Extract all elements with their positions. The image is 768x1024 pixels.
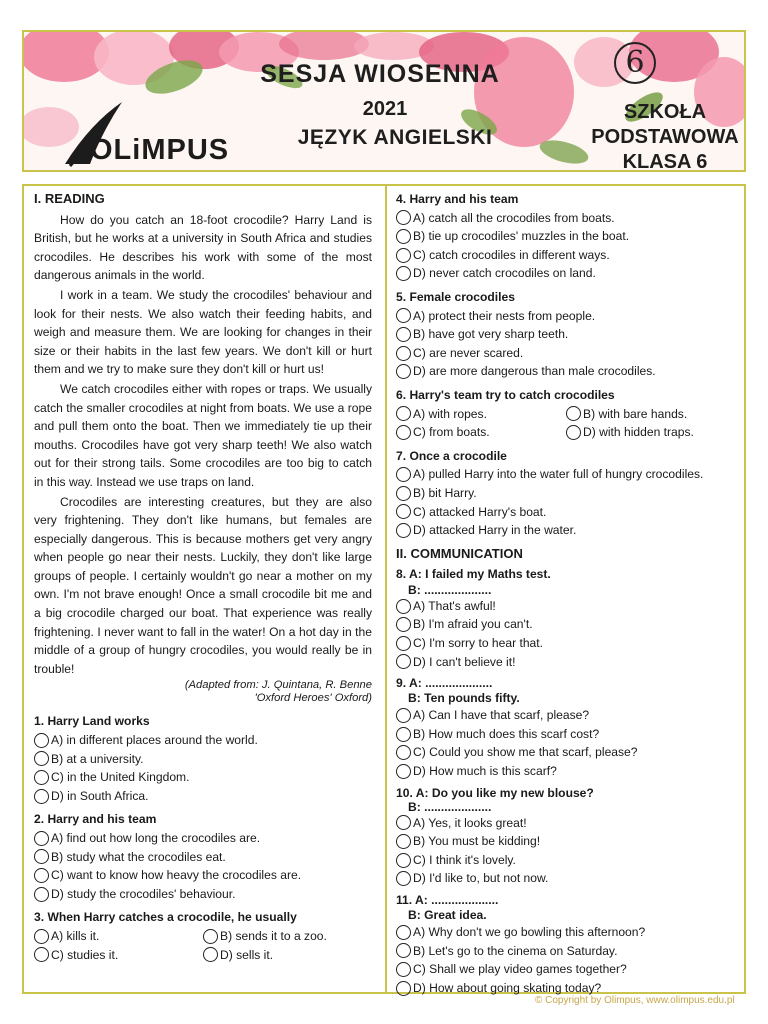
- radio-circle-icon[interactable]: [34, 947, 49, 962]
- answer-option[interactable]: C) Shall we play video games together?: [396, 960, 736, 979]
- dialogue-line-b: B: Ten pounds fifty.: [408, 691, 520, 706]
- session-year: 2021: [362, 98, 408, 120]
- radio-circle-icon[interactable]: [396, 853, 411, 868]
- copyright-footer: © Copyright by Olimpus, www.olimpus.edu.pl: [535, 995, 735, 1006]
- answer-option[interactable]: C) from boats.: [396, 423, 566, 442]
- radio-circle-icon[interactable]: [396, 617, 411, 632]
- answer-option[interactable]: A) Why don't we go bowling this afternoon?: [396, 923, 736, 942]
- dialogue-line-a: 10. A: Do you like my new blouse?: [396, 785, 594, 800]
- answer-option[interactable]: D) are more dangerous than male crocodiles.: [396, 362, 736, 381]
- right-column: [396, 190, 736, 997]
- answer-option[interactable]: D) with hidden traps.: [566, 423, 736, 442]
- answer-option[interactable]: D) attacked Harry in the water.: [396, 521, 736, 540]
- radio-circle-icon[interactable]: [34, 751, 49, 766]
- answer-option[interactable]: B) How much does this scarf cost?: [396, 725, 736, 744]
- radio-circle-icon[interactable]: [566, 406, 581, 421]
- answer-option[interactable]: B) tie up crocodiles' muzzles in the boat.: [396, 227, 736, 246]
- question-5: [396, 288, 736, 381]
- answer-option[interactable]: C) attacked Harry's boat.: [396, 503, 736, 522]
- answer-option[interactable]: D) How about going skating today?: [396, 979, 736, 998]
- answer-option[interactable]: B) I'm afraid you can't.: [396, 615, 736, 634]
- answer-option[interactable]: A) find out how long the crocodiles are.: [34, 829, 372, 848]
- radio-circle-icon[interactable]: [396, 745, 411, 760]
- answer-option[interactable]: C) I think it's lovely.: [396, 851, 736, 870]
- answer-option[interactable]: B) sends it to a zoo.: [203, 927, 372, 946]
- answer-option[interactable]: A) catch all the crocodiles from boats.: [396, 209, 736, 228]
- answer-option[interactable]: D) I can't believe it!: [396, 653, 736, 672]
- answer-option[interactable]: A) kills it.: [34, 927, 203, 946]
- radio-circle-icon[interactable]: [203, 947, 218, 962]
- radio-circle-icon[interactable]: [396, 504, 411, 519]
- reading-heading: I. READING: [34, 191, 105, 206]
- question-2: [34, 810, 372, 903]
- radio-circle-icon[interactable]: [396, 327, 411, 342]
- answer-option[interactable]: A) protect their nests from people.: [396, 307, 736, 326]
- question-text: 7. Once a crocodile: [396, 448, 507, 463]
- reading-paragraph: Crocodiles are interesting creatures, but they are also very frightening. They don't like humans, but females are especially dangerous. This is because mothers get very angry when people go near their nests. Luckily, they don't like large groups of people. I certainly wouldn't go near a mother on my own. I'm not brave enough! Once a small crocodile bit me and a big crocodile charged our boat. That experience was really frightening. I never want to fall in the water! On a hot day in the middle of a group of hungry crocodiles, you would really be in trouble!: [34, 494, 372, 676]
- question-text: 3. When Harry catches a crocodile, he usually: [34, 910, 297, 925]
- question-text: 2. Harry and his team: [34, 812, 157, 827]
- answer-option[interactable]: A) That's awful!: [396, 597, 736, 616]
- question-7: [396, 447, 736, 540]
- radio-circle-icon[interactable]: [396, 467, 411, 482]
- dialogue-line-a: 11. A: ....................: [396, 893, 499, 907]
- answer-option[interactable]: C) want to know how heavy the crocodiles are.: [34, 866, 372, 885]
- dialogue-line-a: 9. A: ....................: [396, 676, 493, 691]
- radio-circle-icon[interactable]: [34, 929, 49, 944]
- radio-circle-icon[interactable]: [396, 764, 411, 779]
- answer-option[interactable]: D) in South Africa.: [34, 787, 372, 806]
- answer-option[interactable]: A) with ropes.: [396, 405, 566, 424]
- dialogue-9: [396, 676, 736, 780]
- source-citation: (Adapted from: J. Quintana, R. Benne 'Oxford Heroes' Oxford): [184, 679, 372, 705]
- question-text: 4. Harry and his team: [396, 192, 519, 206]
- radio-circle-icon[interactable]: [396, 981, 411, 996]
- school-level: SZKOŁA PODSTAWOWA KLASA 6: [591, 101, 739, 173]
- reading-paragraph: I work in a team. We study the crocodiles' behaviour and look for their nests. We also watch their feeding habits, and weigh and measure them. We are looking for changes in their size or their habits in the last few years. We don't kill or hurt them and we try to make sure they don't kill or hurt us!: [34, 287, 372, 377]
- question-text: 1. Harry Land works: [34, 714, 150, 729]
- dialogue-line-b: B: ....................: [408, 582, 492, 597]
- dialogue-line-a: 8. A: I failed my Maths test.: [396, 567, 551, 582]
- question-text: 6. Harry's team try to catch crocodiles: [396, 387, 615, 402]
- answer-option[interactable]: A) in different places around the world.: [34, 731, 372, 750]
- radio-circle-icon[interactable]: [34, 831, 49, 846]
- radio-circle-icon[interactable]: [34, 789, 49, 804]
- radio-circle-icon[interactable]: [396, 962, 411, 977]
- radio-circle-icon[interactable]: [396, 834, 411, 849]
- answer-option[interactable]: C) are never scared.: [396, 344, 736, 363]
- question-text: 5. Female crocodiles: [396, 289, 515, 304]
- radio-circle-icon[interactable]: [396, 229, 411, 244]
- dialogue-line-b: B: Great idea.: [408, 908, 487, 922]
- radio-circle-icon[interactable]: [34, 733, 49, 748]
- dialogue-10: [396, 786, 736, 888]
- answer-option[interactable]: D) never catch crocodiles on land.: [396, 264, 736, 283]
- radio-circle-icon[interactable]: [396, 943, 411, 958]
- subject-title: JĘZYK ANGIELSKI: [297, 126, 493, 149]
- answer-option[interactable]: A) Yes, it looks great!: [396, 814, 736, 833]
- answer-option[interactable]: B) bit Harry.: [396, 484, 736, 503]
- answer-option[interactable]: C) Could you show me that scarf, please?: [396, 743, 736, 762]
- radio-circle-icon[interactable]: [396, 727, 411, 742]
- radio-circle-icon[interactable]: [396, 871, 411, 886]
- communication-heading: II. COMMUNICATION: [396, 545, 523, 561]
- answer-option[interactable]: B) You must be kidding!: [396, 832, 736, 851]
- answer-option[interactable]: C) studies it.: [34, 946, 203, 965]
- radio-circle-icon[interactable]: [396, 346, 411, 361]
- answer-option[interactable]: D) How much is this scarf?: [396, 762, 736, 781]
- reading-paragraph: We catch crocodiles either with ropes or traps. We usually catch the smaller crocodiles at night from boats. We use a rope and pull them onto the boat. Then we immediately tie up their mouths. Crocodiles have got very sharp teeth! We also watch out for their strong tails. Some crocodiles are too big to catch in this way. Instead we use traps on land.: [34, 381, 372, 489]
- answer-option[interactable]: B) with bare hands.: [566, 405, 736, 424]
- olimpus-logo: OLiMPUS: [60, 94, 270, 172]
- radio-circle-icon[interactable]: [396, 486, 411, 501]
- radio-circle-icon[interactable]: [396, 708, 411, 723]
- radio-circle-icon[interactable]: [396, 925, 411, 940]
- radio-circle-icon[interactable]: [396, 636, 411, 651]
- question-6: [396, 386, 736, 442]
- radio-circle-icon[interactable]: [566, 425, 581, 440]
- radio-circle-icon[interactable]: [203, 929, 218, 944]
- radio-circle-icon[interactable]: [396, 425, 411, 440]
- question-3: [34, 908, 372, 964]
- radio-circle-icon[interactable]: [396, 364, 411, 379]
- answer-option[interactable]: B) have got very sharp teeth.: [396, 325, 736, 344]
- radio-circle-icon[interactable]: [396, 210, 411, 225]
- radio-circle-icon[interactable]: [34, 887, 49, 902]
- answer-option[interactable]: A) pulled Harry into the water full of hungry crocodiles.: [396, 465, 736, 484]
- left-column: [34, 190, 372, 964]
- radio-circle-icon[interactable]: [34, 868, 49, 883]
- dialogue-11: [396, 893, 736, 997]
- dialogue-8: [396, 565, 736, 671]
- session-title: SESJA WIOSENNA: [260, 60, 500, 88]
- radio-circle-icon[interactable]: [34, 770, 49, 785]
- question-1: [34, 712, 372, 805]
- answer-option[interactable]: C) in the United Kingdom.: [34, 768, 372, 787]
- answer-option[interactable]: B) at a university.: [34, 750, 372, 769]
- answer-option[interactable]: D) study the crocodiles' behaviour.: [34, 885, 372, 904]
- grade-number-circle: 6: [614, 42, 656, 84]
- radio-circle-icon[interactable]: [396, 266, 411, 281]
- answer-option[interactable]: A) Can I have that scarf, please?: [396, 706, 736, 725]
- question-4: [396, 190, 736, 283]
- reading-paragraph: How do you catch an 18-foot crocodile? Harry Land is British, but he works at a university in South Africa and studies crocodiles. He describes his work with some of the most dangerous animals in the world.: [34, 212, 372, 283]
- dialogue-line-b: B: ....................: [408, 799, 492, 814]
- answer-option[interactable]: B) study what the crocodiles eat.: [34, 848, 372, 867]
- radio-circle-icon[interactable]: [34, 849, 49, 864]
- answer-option[interactable]: C) I'm sorry to hear that.: [396, 634, 736, 653]
- radio-circle-icon[interactable]: [396, 523, 411, 538]
- radio-circle-icon[interactable]: [396, 599, 411, 614]
- radio-circle-icon[interactable]: [396, 815, 411, 830]
- answer-option[interactable]: D) sells it.: [203, 946, 372, 965]
- radio-circle-icon[interactable]: [396, 654, 411, 669]
- column-divider: [385, 186, 387, 992]
- answer-option[interactable]: C) catch crocodiles in different ways.: [396, 246, 736, 265]
- radio-circle-icon[interactable]: [396, 248, 411, 263]
- radio-circle-icon[interactable]: [396, 406, 411, 421]
- answer-option[interactable]: D) I'd like to, but not now.: [396, 869, 736, 888]
- answer-option[interactable]: B) Let's go to the cinema on Saturday.: [396, 942, 736, 961]
- radio-circle-icon[interactable]: [396, 308, 411, 323]
